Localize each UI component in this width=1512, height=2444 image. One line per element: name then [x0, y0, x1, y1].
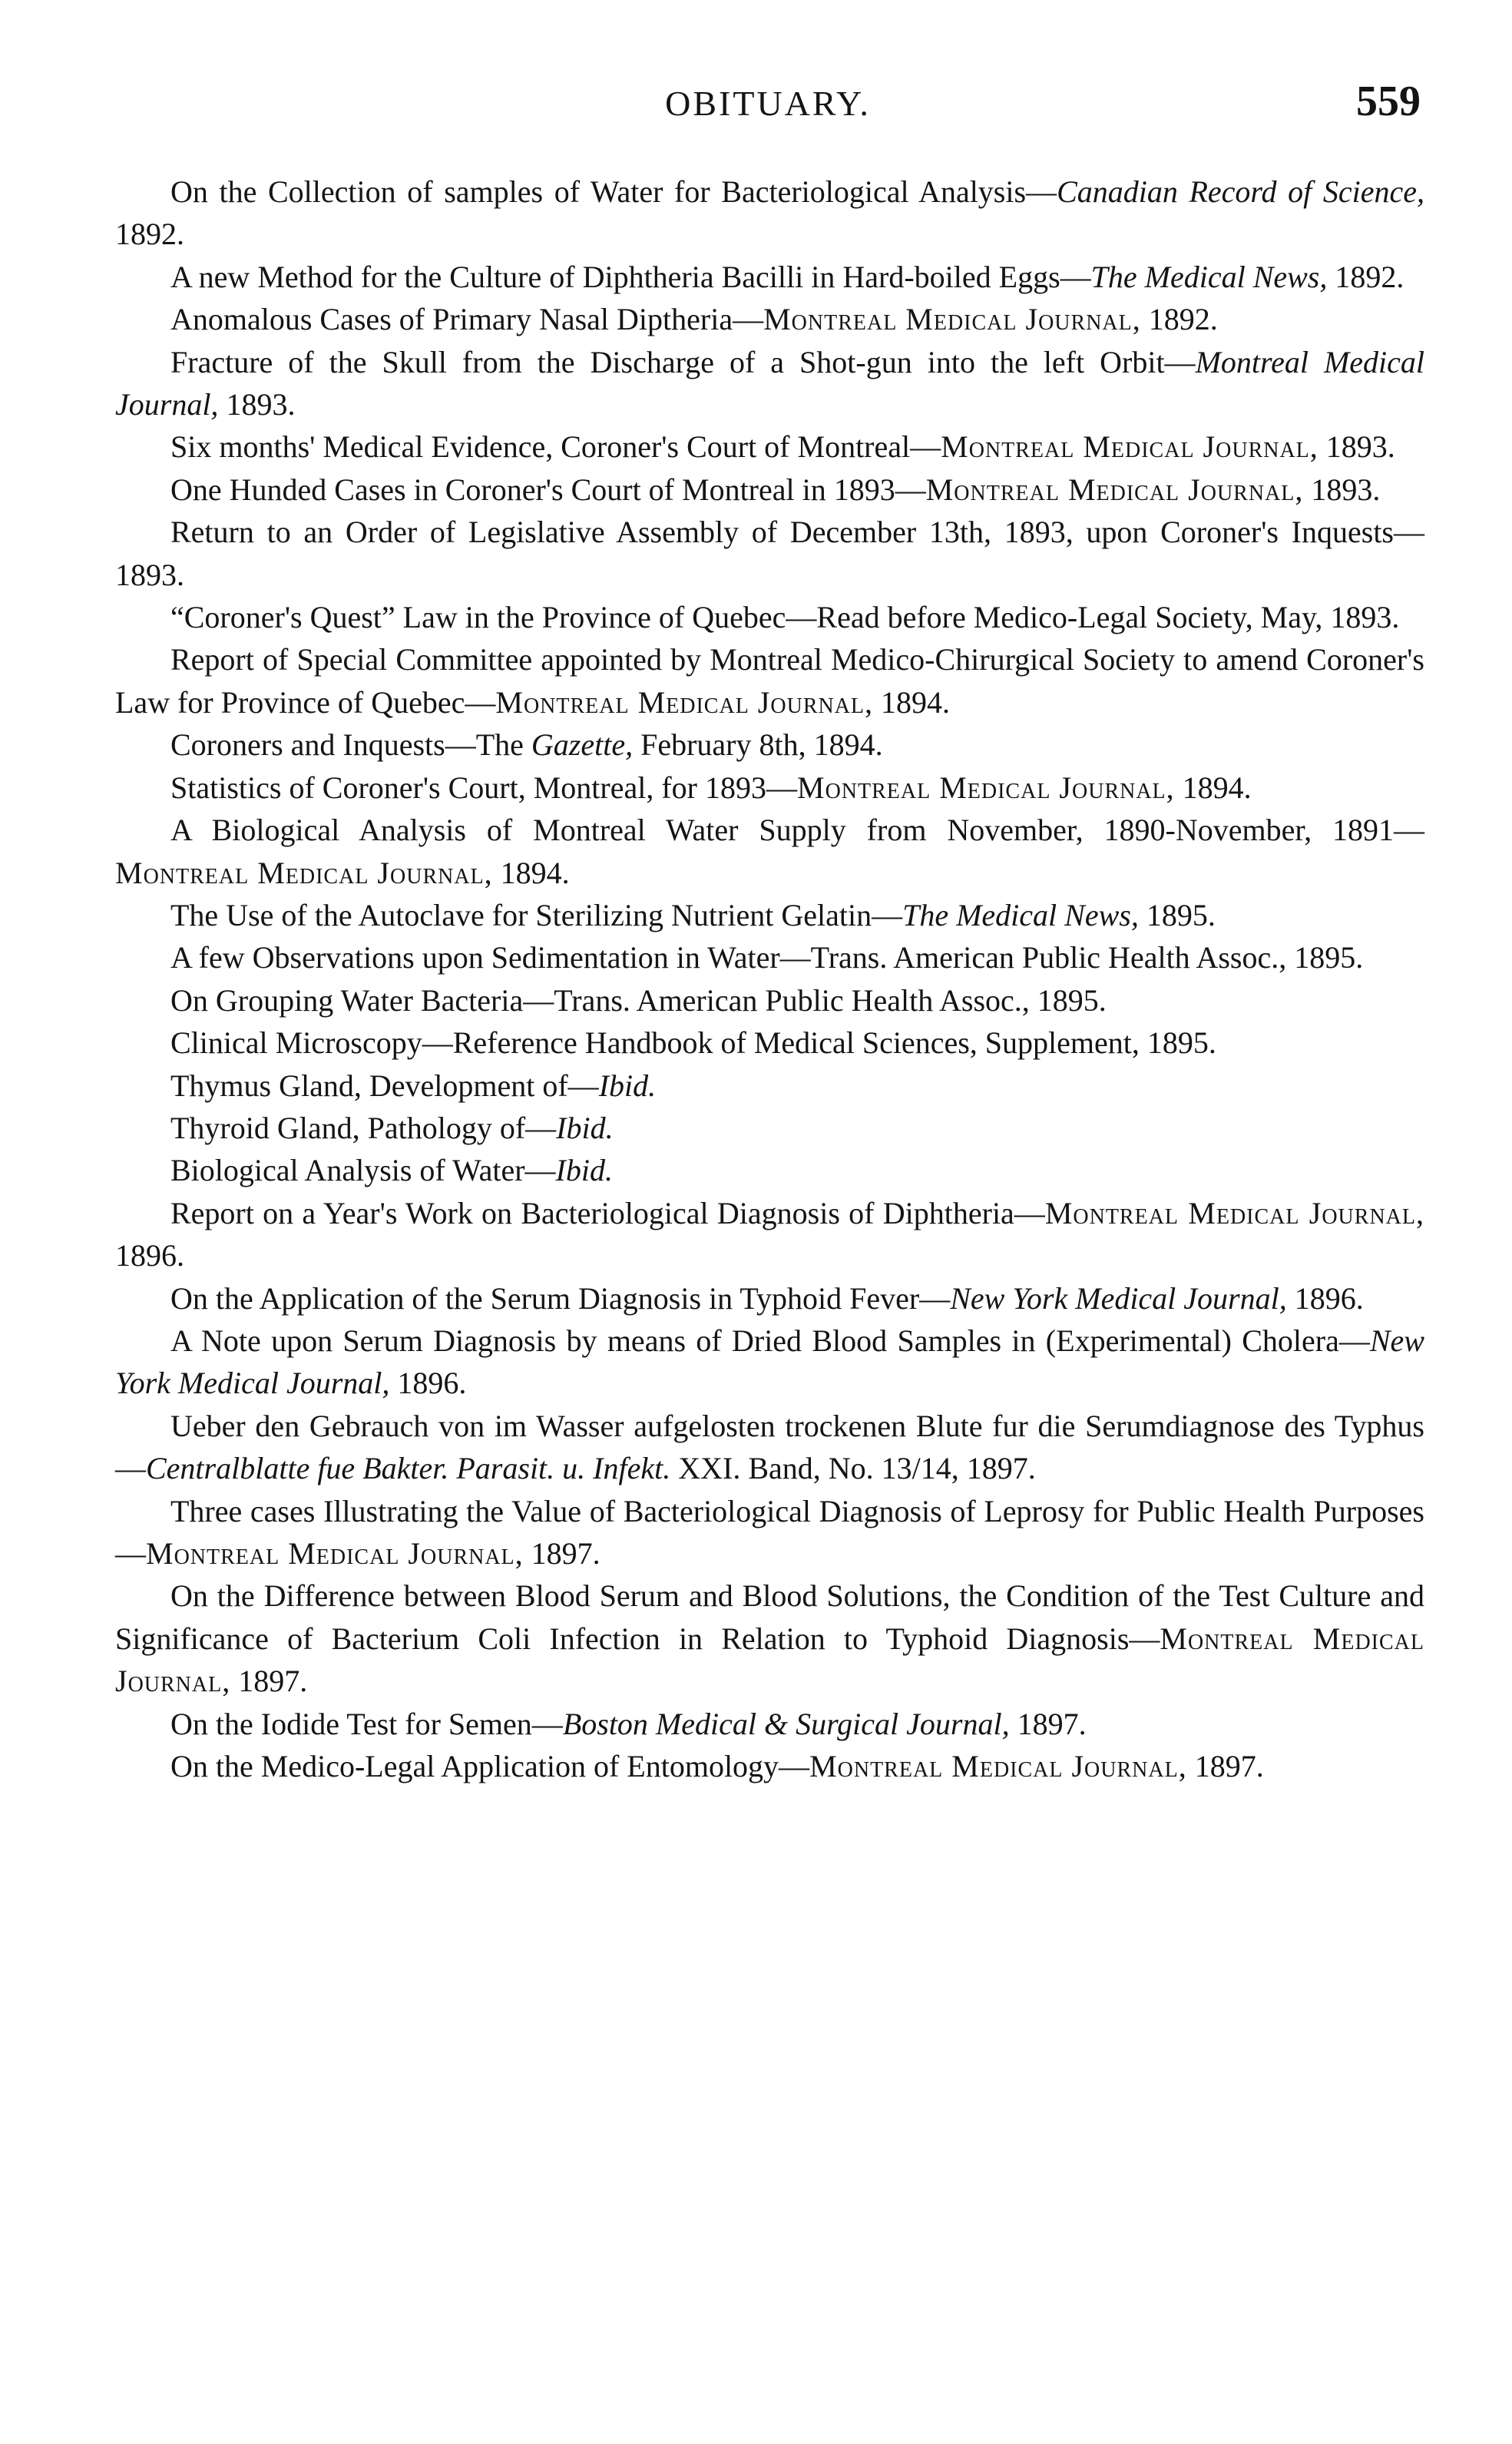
bibliography-entry: [115, 1149, 1424, 1191]
entry-text: 1893.: [218, 387, 296, 422]
bibliography-entry: [115, 936, 1424, 979]
bibliography-entry: [115, 767, 1424, 809]
journal-title: Canadian Record of Science,: [1057, 174, 1424, 209]
bibliography-entry: [115, 1490, 1424, 1575]
entry-text: 1897.: [1009, 1706, 1087, 1741]
entry-text: A new Method for the Culture of Diphtheria Bacilli in Hard-boiled Eggs—: [170, 259, 1091, 294]
entry-text: Statistics of Coroner's Court, Montreal, for 1893—: [170, 770, 797, 805]
entry-text: On the Collection of samples of Water for Bacteriological Analysis—: [170, 174, 1057, 209]
entry-text: 1893.: [1303, 472, 1381, 507]
journal-title: Montreal Medical Journal,: [115, 344, 1424, 422]
bibliography-entry: [115, 511, 1424, 596]
entry-text: 1894.: [873, 684, 951, 720]
entry-text: One Hunded Cases in Coroner's Court of Montreal in 1893—: [170, 472, 926, 507]
journal-title: New York Medical Journal,: [950, 1280, 1287, 1316]
entry-text: On the Difference between Blood Serum and Blood Solutions, the Condition of the Test Culture and Significance of Bacterium Coli Infection in Relation to Typhoid Diagnosis—: [115, 1578, 1424, 1656]
entry-text: 1896.: [115, 1238, 184, 1273]
entry-text: 1894.: [492, 855, 570, 890]
page-header: [115, 78, 1421, 137]
journal-title: Boston Medical & Surgical Journal,: [562, 1706, 1010, 1741]
bibliography-entry: [115, 596, 1424, 638]
entry-text: Biological Analysis of Water—: [170, 1153, 556, 1188]
journal-title: Ibid.: [598, 1068, 657, 1103]
entry-text: 1896.: [1286, 1280, 1364, 1316]
journal-name-smallcaps: Montreal Medical Journal,: [797, 770, 1175, 805]
page-number: 559: [1356, 78, 1421, 125]
journal-name-smallcaps: Montreal Medical Journal,: [115, 1621, 1424, 1699]
journal-name-smallcaps: Montreal Medical Journal,: [1044, 1195, 1424, 1230]
bibliography-entry: [115, 979, 1424, 1022]
entry-text: Clinical Microscopy—Reference Handbook of Medical Sciences, Supplement, 1895.: [170, 1025, 1216, 1061]
entry-text: 1895.: [1138, 897, 1216, 932]
bibliography-entry: [115, 809, 1424, 894]
bibliography-entry: [115, 1192, 1424, 1277]
entry-text: 1892.: [115, 217, 184, 252]
bibliography-entry: [115, 469, 1424, 511]
journal-name-smallcaps: Montreal Medical Journal,: [941, 429, 1318, 465]
entry-text: 1896.: [389, 1366, 467, 1401]
entry-text: XXI. Band, No. 13/14, 1897.: [670, 1451, 1036, 1486]
bibliography-entry: [115, 298, 1424, 340]
bibliography-entry: [115, 1405, 1424, 1490]
entry-text: 1892.: [1327, 259, 1404, 294]
bibliography-entry: [115, 1745, 1424, 1787]
entry-text: A few Observations upon Sedimentation in Water—Trans. American Public Health Assoc., 1895.: [170, 940, 1364, 975]
entry-text: Ueber den Gebrauch von im Wasser aufgelosten trockenen Blute fur die Serumdiagnose des Typhus—: [115, 1408, 1424, 1486]
entry-text: 1893.: [1318, 429, 1395, 465]
journal-title: The Medical News,: [1090, 259, 1328, 294]
bibliography-entry: [115, 1703, 1424, 1745]
entry-text: Thymus Gland, Development of—: [170, 1068, 599, 1103]
bibliography-entry: [115, 426, 1424, 468]
bibliography-entry: [115, 256, 1424, 298]
entry-text: On the Iodide Test for Semen—: [170, 1706, 563, 1741]
bibliography-entry: [115, 1277, 1424, 1320]
entry-text: The Use of the Autoclave for Sterilizing Nutrient Gelatin—: [170, 897, 903, 932]
entry-text: On the Application of the Serum Diagnosis in Typhoid Fever—: [170, 1280, 951, 1316]
entry-text: On the Medico-Legal Application of Entomology—: [170, 1749, 810, 1784]
bibliography-list: [115, 171, 1424, 1787]
bibliography-entry: [115, 724, 1424, 766]
entry-text: “Coroner's Quest” Law in the Province of Quebec—Read before Medico-Legal Society, May, 1893.: [170, 600, 1400, 635]
journal-title: New York Medical Journal,: [115, 1323, 1424, 1401]
bibliography-entry: [115, 1320, 1424, 1405]
entry-text: February 8th, 1894.: [633, 727, 883, 763]
entry-text: Six months' Medical Evidence, Coroner's Court of Montreal—: [170, 429, 941, 465]
journal-name-smallcaps: Montreal Medical Journal,: [146, 1536, 524, 1571]
bibliography-entry: [115, 171, 1424, 256]
entry-text: 1892.: [1140, 302, 1218, 337]
bibliography-entry: [115, 638, 1424, 724]
entry-text: Thyroid Gland, Pathology of—: [170, 1110, 557, 1145]
journal-title: Ibid.: [555, 1153, 613, 1188]
journal-name-smallcaps: Montreal Medical Journal,: [115, 855, 493, 890]
entry-text: Coroners and Inquests—The: [170, 727, 531, 763]
entry-text: 1897.: [523, 1536, 600, 1571]
bibliography-entry: [115, 1107, 1424, 1149]
bibliography-entry: [115, 894, 1424, 936]
entry-text: A Biological Analysis of Montreal Water Supply from November, 1890-November, 1891—: [170, 813, 1424, 848]
journal-name-smallcaps: Montreal Medical Journal,: [809, 1749, 1187, 1784]
bibliography-entry: [115, 341, 1424, 426]
bibliography-entry: [115, 1022, 1424, 1064]
entry-text: On Grouping Water Bacteria—Trans. American Public Health Assoc., 1895.: [170, 982, 1107, 1018]
entry-text: 1894.: [1174, 770, 1252, 805]
entry-text: Three cases Illustrating the Value of Bacteriological Diagnosis of Leprosy for Public Health Purposes—: [115, 1493, 1424, 1571]
journal-title: The Medical News,: [902, 897, 1139, 932]
journal-title: Ibid.: [556, 1110, 614, 1145]
journal-name-smallcaps: Montreal Medical Journal,: [763, 302, 1141, 337]
journal-name-smallcaps: Montreal Medical Journal,: [925, 472, 1304, 507]
journal-name-smallcaps: Montreal Medical Journal,: [495, 684, 874, 720]
entry-text: Return to an Order of Legislative Assembly of December 13th, 1893, upon Coroner's Inquests—1893.: [115, 515, 1424, 592]
journal-title: Gazette,: [531, 727, 634, 763]
entry-text: Report of Special Committee appointed by Montreal Medico-Chirurgical Society to amend Coroner's Law for Province of Quebec—: [115, 642, 1424, 720]
running-title: OBITUARY.: [665, 84, 871, 123]
journal-title: Centralblatte fue Bakter. Parasit. u. Infekt.: [146, 1451, 671, 1486]
bibliography-entry: [115, 1575, 1424, 1702]
bibliography-entry: [115, 1065, 1424, 1107]
entry-text: 1897.: [1186, 1749, 1264, 1784]
entry-text: Anomalous Cases of Primary Nasal Diptheria—: [170, 302, 764, 337]
entry-text: Report on a Year's Work on Bacteriological Diagnosis of Diphtheria—: [170, 1195, 1045, 1230]
entry-text: Fracture of the Skull from the Discharge of a Shot-gun into the left Orbit—: [170, 344, 1196, 379]
entry-text: A Note upon Serum Diagnosis by means of Dried Blood Samples in (Experimental) Cholera—: [170, 1323, 1370, 1358]
entry-text: 1897.: [230, 1664, 308, 1699]
